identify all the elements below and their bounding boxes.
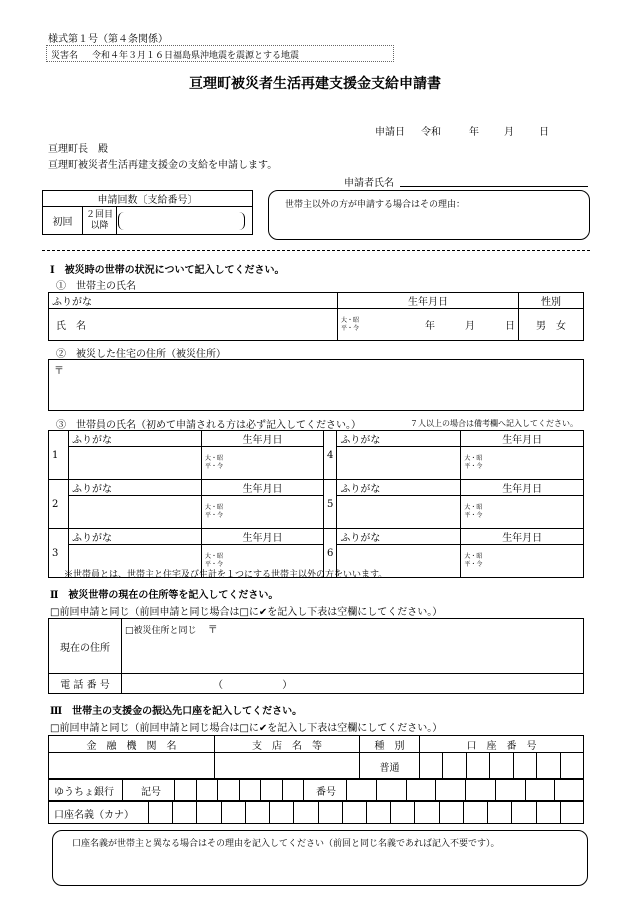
applicant-reason-label: 世帯主以外の方が申請する場合はその理由： [285, 200, 466, 210]
head-furigana-label: ふりがな [49, 293, 338, 309]
current-address-field[interactable] [122, 619, 584, 674]
section1-title: Ⅰ 被災時の世帯の状況について記入してください。 [50, 265, 285, 276]
bank-name-header: 金 融 機 関 名 [49, 736, 215, 753]
household-head-label: ① 世帯主の氏名 [56, 281, 136, 292]
bank-table-header [48, 735, 584, 780]
member-birthdate-field[interactable] [202, 496, 324, 529]
birth-month: 月 [465, 321, 475, 332]
era-line2: 平・令 [464, 561, 483, 568]
account-type-header: 種 別 [360, 736, 420, 753]
era-line1: 大・昭 [464, 553, 483, 560]
member-number: 5 [324, 480, 337, 529]
head-name-field[interactable] [49, 309, 338, 341]
birth-day: 日 [505, 321, 515, 332]
member-furigana-label: ふりがな [337, 529, 461, 545]
era-line2: 平・令 [205, 512, 224, 519]
member-furigana-label: ふりがな [69, 529, 202, 545]
section3-same-checkbox[interactable]: □前回申請と同じ（前回申請と同じ場合は□に✔を記入し下表は空欄にしてください。） [50, 723, 443, 734]
member-birthdate-field[interactable] [461, 545, 584, 578]
second-line1: ２回目 [85, 209, 113, 220]
number-label: 番号 [316, 787, 336, 798]
member-name-field[interactable] [69, 447, 202, 480]
disaster-address-field[interactable] [48, 359, 584, 411]
branch-name-header: 支 店 名 等 [215, 736, 360, 753]
era-line1: 大・昭 [341, 316, 360, 324]
current-address-label: 現在の住所 [49, 619, 122, 674]
divider [42, 250, 590, 251]
member-number: 3 [49, 529, 69, 578]
member-birthdate-header: 生年月日 [461, 480, 584, 496]
era-line1: 大・昭 [205, 455, 224, 462]
disaster-name: 令和４年３月１６日福島県沖地震を震源とする地震 [92, 51, 300, 61]
head-birthdate-field[interactable] [338, 309, 519, 341]
member-number: 4 [324, 431, 337, 480]
member-birthdate-field[interactable] [202, 447, 324, 480]
member-birthdate-header: 生年月日 [202, 431, 324, 447]
disaster-label: 災害名 [51, 51, 79, 61]
application-date-year[interactable]: 年 [469, 127, 479, 138]
era-line1: 大・昭 [464, 455, 483, 462]
addressee: 亘理町長 殿 [48, 144, 108, 155]
phone-paren-close: ） [282, 680, 293, 691]
member-number: 6 [324, 529, 337, 578]
gender-header: 性別 [519, 293, 584, 309]
form-number: 様式第１号（第４条関係） [48, 34, 168, 45]
head-name-label: 氏 名 [56, 321, 86, 332]
same-as-disaster-checkbox[interactable]: □被災住所と同じ [125, 626, 197, 636]
applicant-name-field[interactable] [400, 186, 588, 187]
section2-title: Ⅱ 被災世帯の現在の住所等を記入してください。 [50, 590, 279, 601]
holder-reason-label: 口座名義が世帯主と異なる場合はその理由を記入してください（前回と同じ名義であれば記入不要です）。 [72, 839, 500, 849]
era-line2: 平・令 [341, 324, 360, 332]
symbol-label: 記号 [141, 787, 161, 798]
household-head-table [48, 292, 584, 341]
application-date-label: 申請日 [375, 127, 405, 138]
member-name-field[interactable] [69, 496, 202, 529]
phone-paren-open: （ [213, 680, 223, 691]
member-furigana-label: ふりがな [69, 480, 202, 496]
second-application[interactable] [83, 207, 117, 235]
member-furigana-label: ふりがな [337, 431, 461, 447]
symbol-digits[interactable] [174, 778, 304, 801]
applicant-name-label: 申請者氏名 [344, 178, 394, 189]
number-digits[interactable] [346, 778, 584, 801]
member-name-field[interactable] [337, 447, 461, 480]
page-title: 亘理町被災者生活再建支援金支給申請書 [189, 76, 441, 92]
member-furigana-label: ふりがな [69, 431, 202, 447]
application-date-day[interactable]: 日 [539, 127, 549, 138]
application-date-month[interactable]: 月 [504, 127, 514, 138]
members-label: ③ 世帯員の氏名（初めて申請される方は必ず記入してください。） [56, 420, 361, 431]
member-birthdate-header: 生年月日 [461, 529, 584, 545]
application-count-table [42, 190, 253, 235]
account-number-header: 口 座 番 号 [420, 736, 584, 753]
holder-kana-cells[interactable] [148, 801, 584, 824]
era-line1: 大・昭 [205, 504, 224, 511]
era-line2: 平・令 [205, 463, 224, 470]
member-birthdate-header: 生年月日 [202, 529, 324, 545]
era-line1: 大・昭 [464, 504, 483, 511]
request-statement: 亘理町被災者生活再建支援金の支給を申請します。 [48, 160, 278, 171]
phone-label: 電 話 番 号 [49, 674, 122, 694]
disaster-postal-mark: 〒 [54, 366, 64, 377]
birth-year: 年 [425, 321, 435, 332]
yucho-label: ゆうちょ銀行 [54, 787, 114, 798]
members-note: ７人以上の場合は備考欄へ記入してください。 [410, 419, 578, 428]
era-line2: 平・令 [464, 463, 483, 470]
member-number: 2 [49, 480, 69, 529]
disaster-address-label: ② 被災した住宅の住所（被災住所） [56, 349, 226, 360]
payment-number-field[interactable] [117, 207, 253, 235]
member-name-field[interactable] [337, 496, 461, 529]
member-furigana-label: ふりがな [337, 480, 461, 496]
account-type-field[interactable]: 普通 [360, 753, 420, 780]
account-number-field[interactable] [420, 753, 584, 780]
first-application[interactable]: 初回 [43, 207, 83, 235]
phone-field[interactable] [122, 674, 584, 694]
current-address-table [48, 618, 584, 694]
birthdate-header: 生年月日 [338, 293, 519, 309]
member-footnote: ※世帯員とは、世帯主と住宅及び生計を１つにする世帯主以外の方をいいます。 [64, 570, 388, 580]
era-line2: 平・令 [464, 512, 483, 519]
application-date-era: 令和 [421, 127, 441, 138]
second-line2: 以降 [90, 220, 109, 231]
section2-same-checkbox[interactable]: □前回申請と同じ（前回申請と同じ場合は□に✔を記入し下表は空欄にしてください。） [50, 607, 443, 618]
era-line2: 平・令 [205, 561, 224, 568]
application-count-header: 申請回数〔支給番号〕 [43, 191, 253, 207]
era-line1: 大・昭 [205, 553, 224, 560]
member-birthdate-field[interactable] [461, 496, 584, 529]
holder-label: 口座名義（カナ） [54, 810, 134, 821]
branch-name-field[interactable] [215, 753, 360, 780]
head-gender-field[interactable]: 男 女 [519, 309, 584, 341]
bank-name-field[interactable] [49, 753, 215, 780]
member-birthdate-header: 生年月日 [461, 431, 584, 447]
section3-title: Ⅲ 世帯主の支援金の振込先口座を記入してください。 [50, 706, 303, 717]
current-postal-mark: 〒 [207, 625, 218, 636]
member-number: 1 [49, 431, 69, 480]
household-members-table [48, 430, 584, 578]
member-birthdate-field[interactable] [461, 447, 584, 480]
member-birthdate-header: 生年月日 [202, 480, 324, 496]
